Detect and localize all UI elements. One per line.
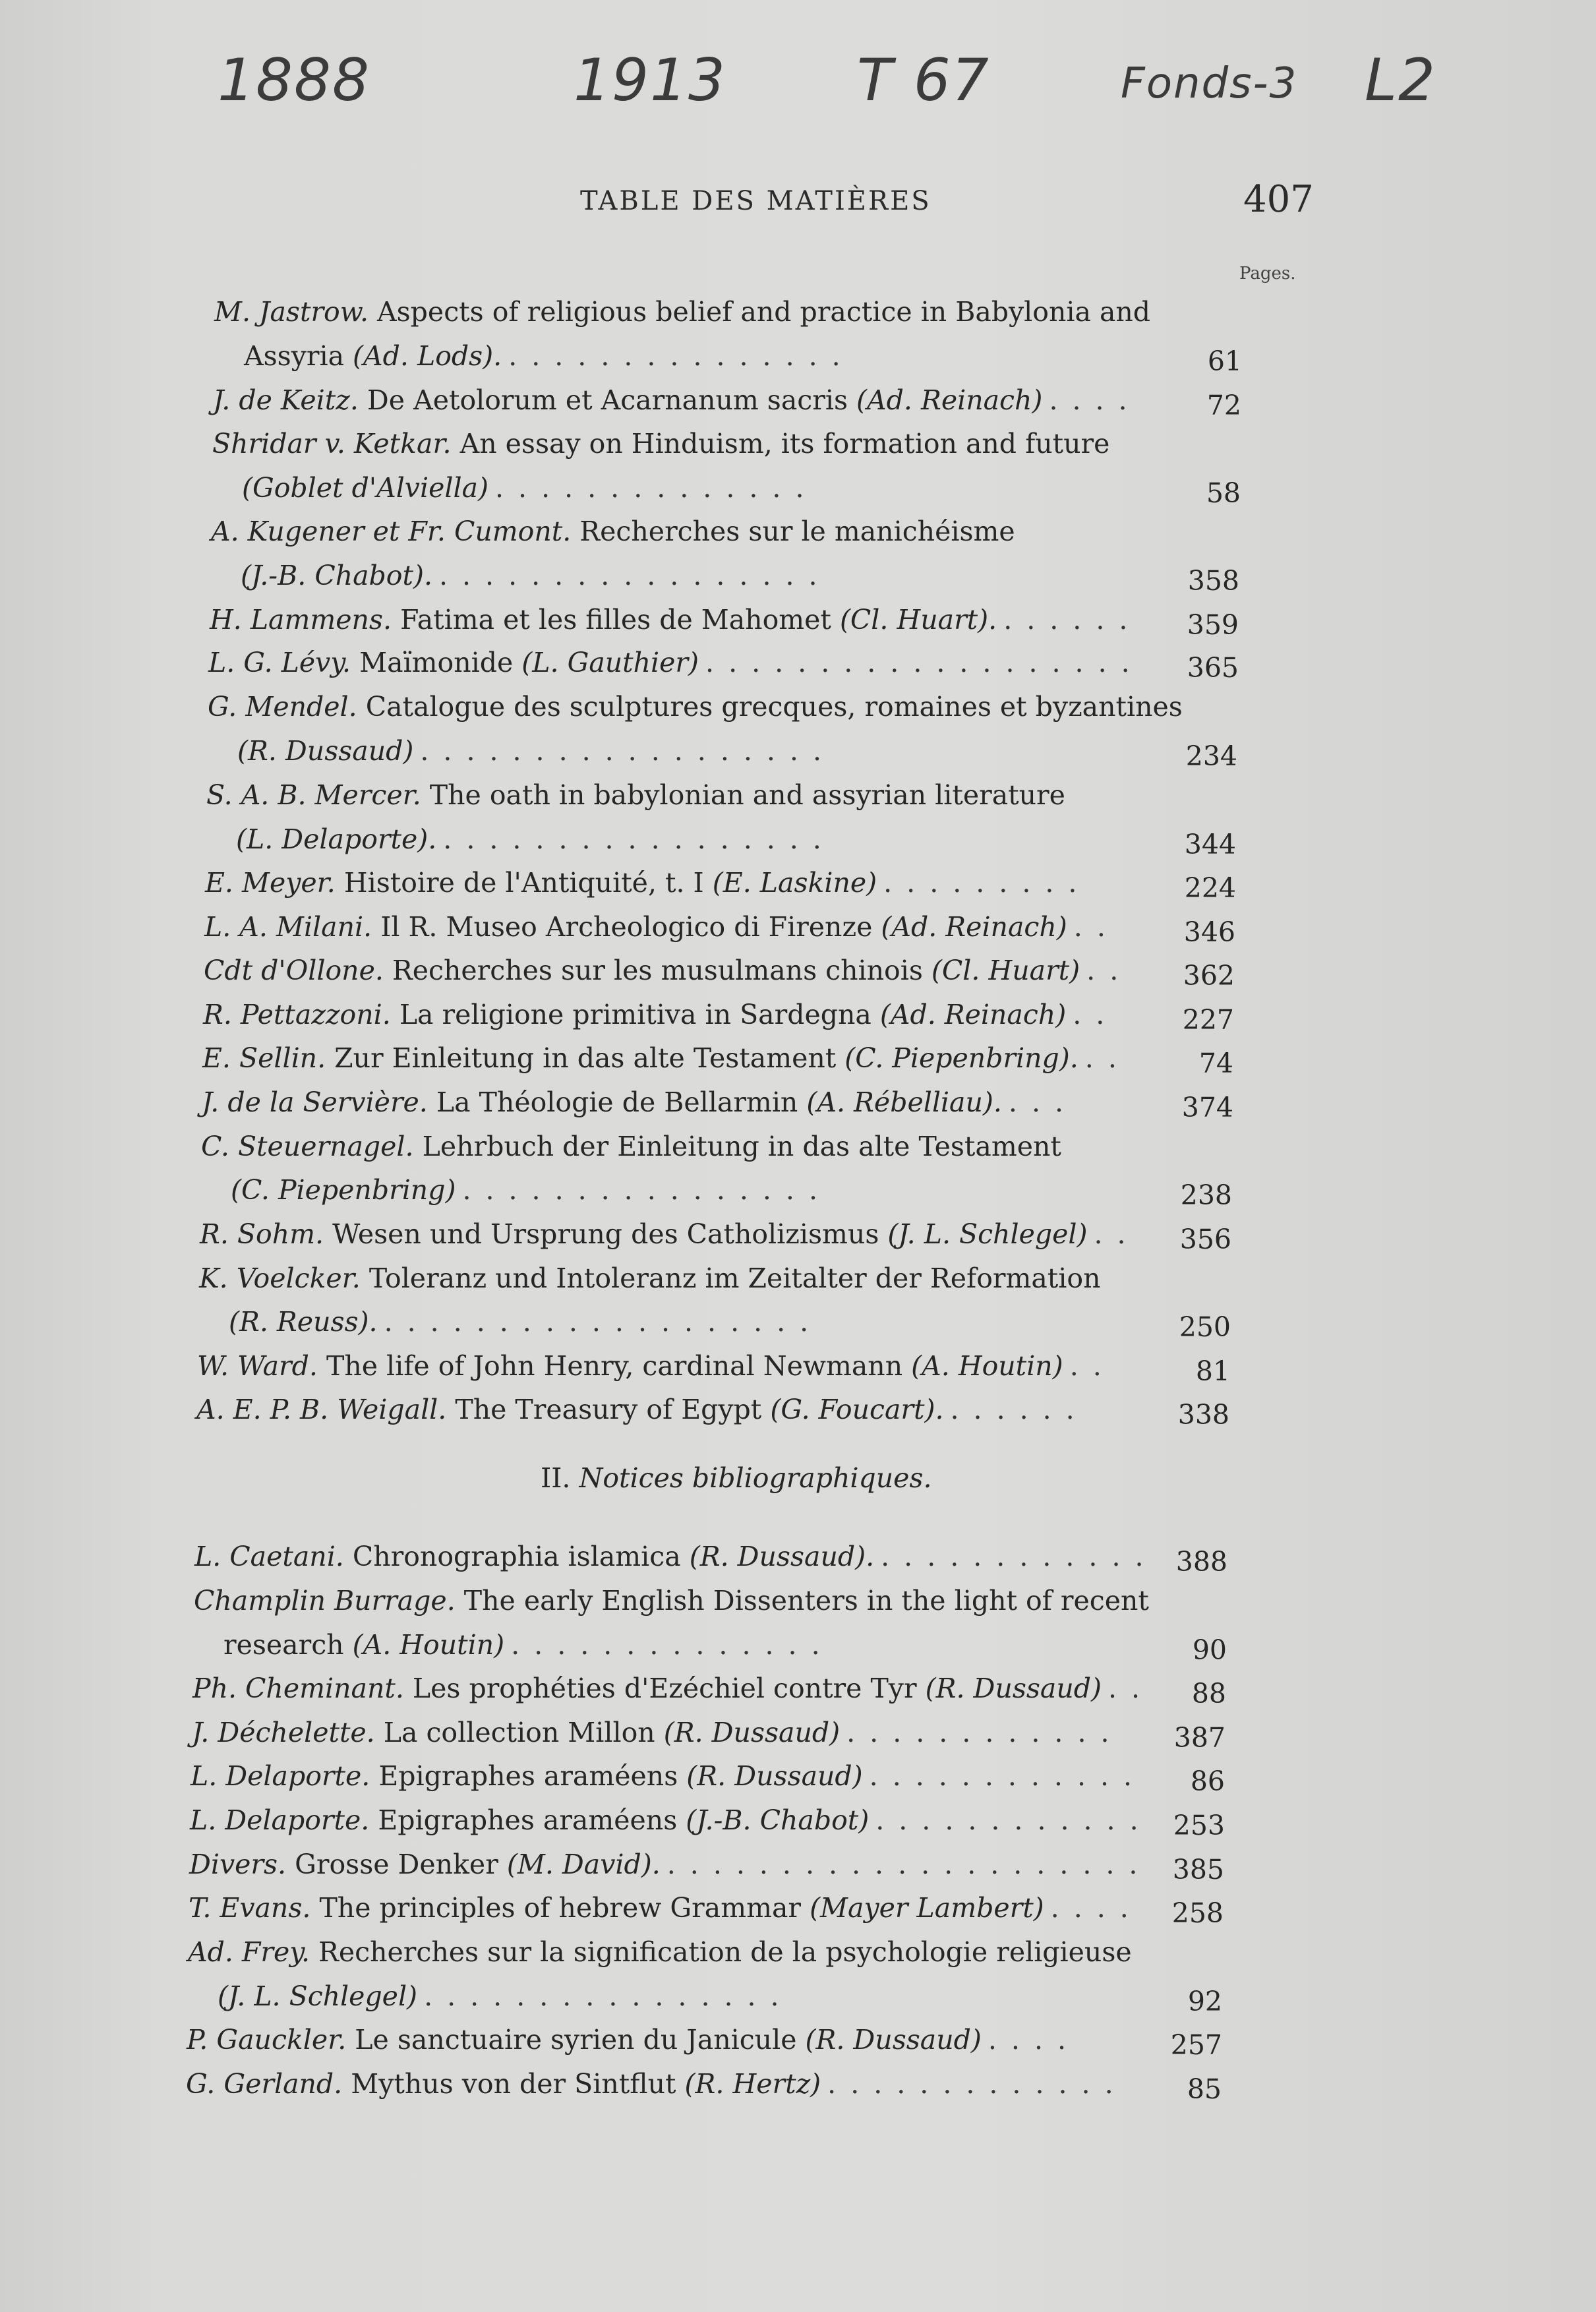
entry-author: Ad. Frey. [188,1936,310,1968]
entry-page-number: 61 [1207,345,1242,377]
entry-page-number: 258 [1171,1897,1224,1929]
toc-line [214,295,1150,328]
toc-line [205,866,1091,899]
entry-reviewer: (C. Piepenbring) [231,1174,456,1206]
toc-line [197,1349,1116,1382]
entry-title: Zur Einleitung in das alte Testament [326,1042,837,1074]
entry-page-number: 72 [1206,390,1241,421]
entry-title: Epigraphes araméens [369,1804,678,1836]
entry-reviewer: (J.-B. Chabot). [241,560,432,591]
toc-line [213,384,1142,417]
entry-page-number: 253 [1173,1810,1225,1841]
entry-reviewer: (Mayer Lambert) [810,1892,1044,1924]
entry-reviewer: (L. Gauthier) [521,647,699,678]
entry-page-number: 58 [1206,477,1241,509]
entry-author: L. A. Milani. [204,911,372,943]
entry-page-number: 358 [1187,565,1239,597]
entry-author: L. Delaporte. [190,1804,370,1836]
toc-line [190,1804,1153,1837]
entry-author: A. Kugener et Fr. Cumont. [211,516,572,547]
entry-author: A. E. P. B. Weigall. [196,1394,447,1425]
entry-page-number: 88 [1191,1678,1226,1709]
toc-line [188,1936,1132,1969]
toc-line [208,646,1144,679]
entry-title: The principles of hebrew Grammar [310,1892,802,1924]
entry-title: De Aetolorum et Acarnanum sacris [358,384,848,416]
dot-leaders: .............. [511,1629,835,1661]
entry-reviewer: (R. Dussaud). [689,1541,875,1572]
entry-title: La Théologie de Bellarmin [427,1086,798,1118]
toc-line-continued [223,1628,835,1661]
entry-page-number: 338 [1177,1399,1229,1431]
toc-line [187,2023,1080,2056]
entry-reviewer: (G. Foucart). [770,1394,944,1425]
dot-leaders: .... [1049,384,1142,416]
entry-author: Champlin Burrage. [194,1585,456,1616]
toc-line-continued [236,823,836,856]
toc-line [204,910,1120,943]
dot-leaders: .................. [420,735,836,767]
entry-reviewer: (R. Dussaud) [925,1673,1102,1704]
toc-line [186,2067,1128,2100]
section-heading [541,1462,932,1494]
entry-reviewer: (A. Houtin) [352,1629,505,1661]
dot-leaders: .............. [495,472,819,504]
entry-page-number: 250 [1179,1311,1231,1343]
entry-title: La religione primitiva in Sardegna [390,999,872,1030]
entry-title: La collection Millon [374,1717,655,1748]
entry-title: Le sanctuaire syrien du Janicule [346,2024,797,2056]
toc-line [211,515,1015,548]
entry-title: Il R. Museo Archeologico di Firenze [372,911,873,943]
entry-reviewer: (J.-B. Chabot) [686,1804,870,1836]
toc-line [210,603,1142,636]
entry-author: L. Caetani. [194,1541,344,1572]
dot-leaders: ......... [883,867,1092,899]
dot-leaders: ............ [875,1804,1153,1836]
entry-page-number: 388 [1175,1546,1227,1578]
toc-line-continued [229,1305,823,1338]
entry-reviewer: (A. Houtin) [911,1350,1063,1382]
entry-title: Recherches sur les musulmans chinois [383,955,923,986]
entry-page-number: 257 [1170,2029,1222,2061]
entry-author: Cdt d'Ollone. [204,955,384,986]
dot-leaders: ................. [438,560,832,591]
dot-leaders: .. [1073,999,1119,1030]
entry-page-number: 346 [1183,916,1235,948]
dot-leaders: .... [1050,1892,1143,1924]
entry-reviewer: (Cl. Huart). [839,604,997,636]
entry-author: S. A. B. Mercer. [206,779,421,811]
entry-page-number: 359 [1187,609,1239,641]
entry-author: J. de Keitz. [213,384,359,416]
dot-leaders: .. [1108,1673,1155,1704]
entry-reviewer: (R. Dussaud) [663,1717,841,1748]
toc-line [192,1716,1124,1749]
entry-page-number: 227 [1182,1004,1234,1036]
entry-page-number: 365 [1187,652,1239,684]
handwritten-note-1: 1888 [218,46,370,114]
entry-page-number: 224 [1184,872,1236,904]
entry-title: Les prophéties d'Ezéchiel contre Tyr [403,1673,917,1704]
entry-reviewer: (Cl. Huart) [931,955,1080,986]
entry-reviewer: (Ad. Reinach) [856,384,1043,416]
dot-leaders: .. [1094,1218,1140,1250]
entry-author: L. Delaporte. [191,1760,370,1792]
entry-reviewer: (Goblet d'Alviella) [242,472,489,504]
dot-leaders: ............ [846,1717,1124,1748]
handwritten-note-5: L2 [1365,46,1437,114]
toc-line [202,1086,1078,1119]
toc-line [192,1672,1154,1705]
dot-leaders: ............. [827,2068,1128,2100]
entry-title: An essay on Hinduism, its formation and future [451,428,1110,459]
entry-title: Toleranz und Intoleranz im Zeitalter der Reformation [360,1262,1101,1294]
entry-author: J. Déchelette. [192,1717,375,1748]
entry-reviewer: (R. Dussaud) [237,735,414,767]
dot-leaders: ... [1008,1086,1079,1118]
dot-leaders: ................ [424,1980,794,2012]
entry-author: G. Gerland. [186,2068,343,2100]
entry-author: W. Ward. [197,1350,318,1382]
toc-line [194,1584,1149,1617]
entry-page-number: 74 [1198,1048,1233,1079]
entry-page-number: 90 [1192,1634,1227,1666]
entry-author: E. Sellin. [202,1042,326,1074]
entry-title: The oath in babylonian and assyrian literature [421,779,1065,811]
toc-line [204,954,1133,987]
entry-title: Aspects of religious belief and practice in Babylonia and [369,296,1151,328]
entry-reviewer: (E. Laskine) [712,867,877,899]
dot-leaders: .. [1084,1042,1131,1074]
toc-line [189,1848,1152,1881]
entry-reviewer: (Ad. Reinach) [879,999,1067,1030]
entry-reviewer: (Ad. Lods). [353,340,502,372]
entry-title: Histoire de l'Antiquité, t. I [335,867,704,899]
dot-leaders: ................... [705,647,1144,678]
dot-leaders: .. [1086,955,1133,986]
entry-reviewer: (L. Delaporte). [236,823,437,855]
entry-title-continued: Assyria [244,340,353,372]
toc-line-continued [244,340,855,372]
entry-title: The Treasury of Egypt [446,1394,762,1425]
handwritten-note-2: 1913 [574,46,726,114]
section-title: Notices bibliographiques. [579,1462,932,1494]
handwritten-note-3: T 67 [857,46,990,114]
entry-page-number: 387 [1173,1722,1226,1754]
pages-column-label: Pages. [1239,264,1296,283]
entry-page-number: 85 [1187,2073,1222,2105]
entry-author: H. Lammens. [210,604,392,636]
entry-title: Fatima et les filles de Mahomet [392,604,831,636]
entry-reviewer: (C. Piepenbring). [844,1042,1079,1074]
toc-line [200,1218,1140,1251]
toc-line [201,1130,1061,1163]
toc-line [212,427,1109,460]
toc-line-continued [218,1980,794,2013]
dot-leaders: ................. [443,823,836,855]
entry-reviewer: (R. Dussaud) [686,1760,863,1792]
entry-title: The early English Dissenters in the light of recent [455,1585,1149,1616]
entry-page-number: 86 [1190,1765,1225,1797]
entry-page-number: 356 [1179,1224,1231,1255]
entry-title: Mythus von der Sintflut [342,2068,676,2100]
entry-author: Divers. [189,1849,287,1880]
entry-page-number: 344 [1184,829,1236,860]
toc-line [206,779,1065,812]
entry-author: G. Mendel. [208,691,357,723]
entry-page-number: 385 [1172,1854,1224,1885]
entry-reviewer: (J. L. Schlegel) [218,1980,418,2012]
toc-line-continued [237,734,836,767]
entry-title: Epigraphes araméens [370,1760,678,1792]
entry-reviewer: (R. Dussaud) [805,2024,982,2056]
entry-reviewer: (A. Rébelliau). [806,1086,1002,1118]
page-number: 407 [1243,178,1314,221]
entry-author: R. Sohm. [200,1218,324,1250]
entry-title: Catalogue des sculptures grecques, romaines et byzantines [357,691,1183,723]
dot-leaders: ...... [1003,604,1142,636]
running-head: TABLE DES MATIÈRES [580,186,931,216]
entry-reviewer: (M. David). [506,1849,661,1880]
dot-leaders: ...... [950,1394,1089,1425]
entry-author: E. Meyer. [205,867,336,899]
section-number: II. [541,1462,571,1494]
dot-leaders: .. [1069,1350,1116,1382]
toc-line-continued [242,471,818,504]
entry-author: Shridar v. Ketkar. [212,428,452,459]
toc-line [203,998,1119,1031]
dot-leaders: ............... [508,340,855,372]
entry-author: T. Evans. [189,1892,311,1924]
entry-author: M. Jastrow. [214,296,369,328]
entry-title: Chronographia islamica [343,1541,681,1572]
entry-page-number: 362 [1183,960,1235,992]
toc-line [191,1760,1146,1793]
dot-leaders: ................ [462,1174,832,1206]
entry-title-continued: research [223,1629,353,1661]
entry-author: K. Voelcker. [199,1262,361,1294]
handwritten-note-4: Fonds-3 [1121,59,1298,108]
entry-author: C. Steuernagel. [201,1131,414,1162]
dot-leaders: .. [1073,911,1120,943]
dot-leaders: .... [988,2024,1081,2056]
entry-author: R. Pettazzoni. [203,999,391,1030]
entry-title: Lehrbuch der Einleitung in das alte Testament [413,1131,1061,1162]
entry-title: Wesen und Ursprung des Catholizismus [324,1218,879,1250]
toc-line [202,1042,1131,1075]
entry-title: The life of John Henry, cardinal Newmann [317,1350,903,1382]
entry-page-number: 81 [1195,1355,1230,1387]
dot-leaders: ..................... [666,1849,1152,1880]
entry-reviewer: (J. L. Schlegel) [887,1218,1088,1250]
toc-line [196,1393,1089,1426]
entry-page-number: 238 [1180,1179,1232,1211]
entry-author: L. G. Lévy. [208,647,351,678]
dot-leaders: ............ [881,1541,1158,1572]
dot-leaders: ................... [384,1306,823,1338]
entry-author: Ph. Cheminant. [192,1673,404,1704]
toc-line [208,690,1183,723]
entry-title: Recherches sur le manichéisme [571,516,1015,547]
toc-line-continued [231,1173,832,1206]
entry-page-number: 234 [1185,740,1237,772]
toc-line [199,1262,1101,1295]
entry-page-number: 92 [1187,1986,1222,2017]
toc-line [194,1540,1158,1573]
entry-reviewer: (Ad. Reinach) [881,911,1067,943]
entry-author: P. Gauckler. [187,2024,347,2056]
entry-title: Grosse Denker [286,1849,498,1880]
entry-page-number: 374 [1181,1092,1233,1123]
entry-reviewer: (R. Reuss). [229,1306,378,1338]
toc-line [189,1891,1143,1924]
entry-title: Maïmonide [351,647,514,678]
entry-reviewer: (R. Hertz) [684,2068,821,2100]
toc-line-continued [241,559,832,592]
entry-title: Recherches sur la signification de la psychologie religieuse [309,1936,1132,1968]
entry-author: J. de la Servière. [202,1086,428,1118]
dot-leaders: ............ [869,1760,1147,1792]
